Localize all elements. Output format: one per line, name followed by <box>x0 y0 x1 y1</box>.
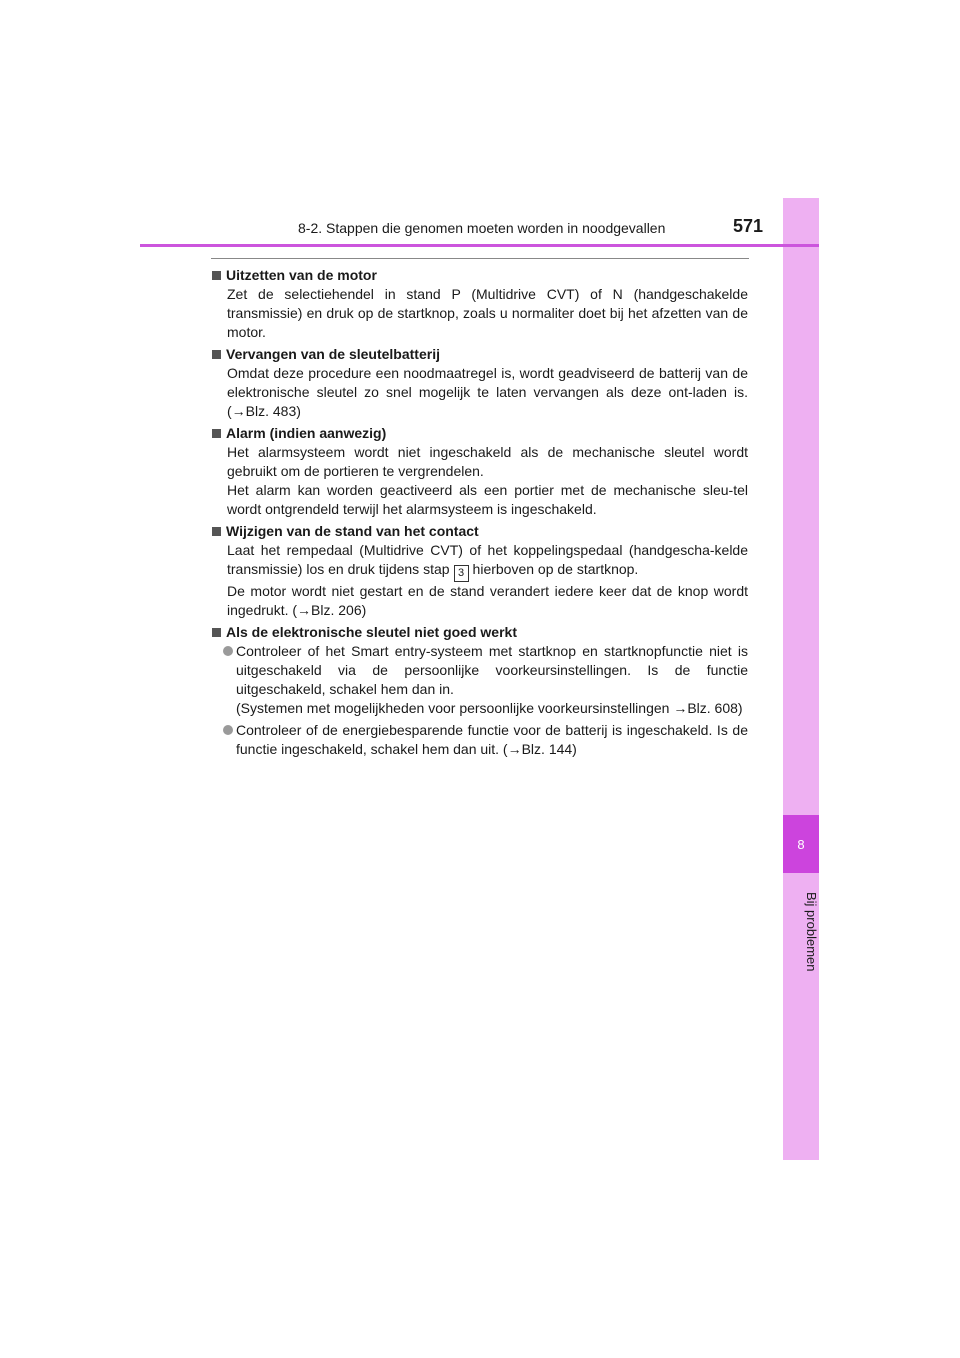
bullet-text: (Systemen met mogelijkheden voor persoonlijke voorkeursinstellingen →Blz. 608) <box>236 700 743 716</box>
section-heading: Wijzigen van de stand van het contact <box>226 523 479 539</box>
section-alarm <box>212 424 748 519</box>
bullet-text: Controleer of het Smart entry-systeem met startknop en startknopfunctie niet is uitgeschakeld via de persoonlijke voorkeursinstellingen. Is de functie uitgeschakeld, schakel hem dan in. <box>236 643 748 697</box>
section-heading: Alarm (indien aanwezig) <box>226 425 387 441</box>
section-heading: Vervangen van de sleutelbatterij <box>226 346 440 362</box>
square-bullet-icon <box>212 527 221 536</box>
circle-bullet-icon <box>223 646 233 656</box>
content-divider <box>211 258 749 259</box>
page-number: 571 <box>733 216 764 236</box>
square-bullet-icon <box>212 628 221 637</box>
section-paragraph: Omdat deze procedure een noodmaatregel is, wordt geadviseerd de batterij van de elektronische sleutel zo snel mogelijk te laten vervangen als deze ont-laden is. (→Blz. 483) <box>227 365 748 419</box>
list-item <box>212 721 748 759</box>
section-paragraph: Laat het rempedaal (Multidrive CVT) of het koppelingspedaal (handgescha-kelde transmissie) los en druk tijdens stap 3 hierboven op de startknop. <box>212 541 748 582</box>
section-paragraph: Het alarmsysteem wordt niet ingeschakeld als de mechanische sleutel wordt gebruikt om de portieren te vergrendelen. <box>227 444 748 479</box>
list-item <box>212 642 748 718</box>
section-key-battery <box>212 345 748 421</box>
section-paragraph: De motor wordt niet gestart en de stand verandert iedere keer dat de knop wordt ingedrukt. (→Blz. 206) <box>227 583 748 618</box>
circle-bullet-icon <box>223 725 233 735</box>
header-divider <box>140 244 819 247</box>
square-bullet-icon <box>212 429 221 438</box>
square-bullet-icon <box>212 271 221 280</box>
bullet-text: Controleer of de energiebesparende functie voor de batterij is ingeschakeld. Is de functie ingeschakeld, schakel hem dan uit. (→Blz. 144) <box>236 722 748 757</box>
chapter-side-tab <box>783 198 819 1160</box>
chapter-number-badge: 8 <box>783 815 819 873</box>
section-heading: Als de elektronische sleutel niet goed werkt <box>226 624 517 640</box>
section-heading: Uitzetten van de motor <box>226 267 377 283</box>
page-content <box>212 266 748 762</box>
square-bullet-icon <box>212 350 221 359</box>
section-ignition-mode <box>212 522 748 620</box>
section-paragraph: Zet de selectiehendel in stand P (Multidrive CVT) of N (handgeschakelde transmissie) en druk op de startknop, zoals u normaliter doet bij het afzetten van de motor. <box>227 286 748 340</box>
header-section-title: 8-2. Stappen die genomen moeten worden in noodgevallen <box>298 220 666 236</box>
section-key-malfunction <box>212 623 748 759</box>
step-number-box: 3 <box>454 565 469 582</box>
section-engine-off <box>212 266 748 342</box>
section-paragraph: Het alarm kan worden geactiveerd als een portier met de mechanische sleu-tel wordt ontgrendeld terwijl het alarmsysteem is ingeschakeld. <box>227 482 748 517</box>
chapter-title: Bij problemen <box>804 892 819 972</box>
